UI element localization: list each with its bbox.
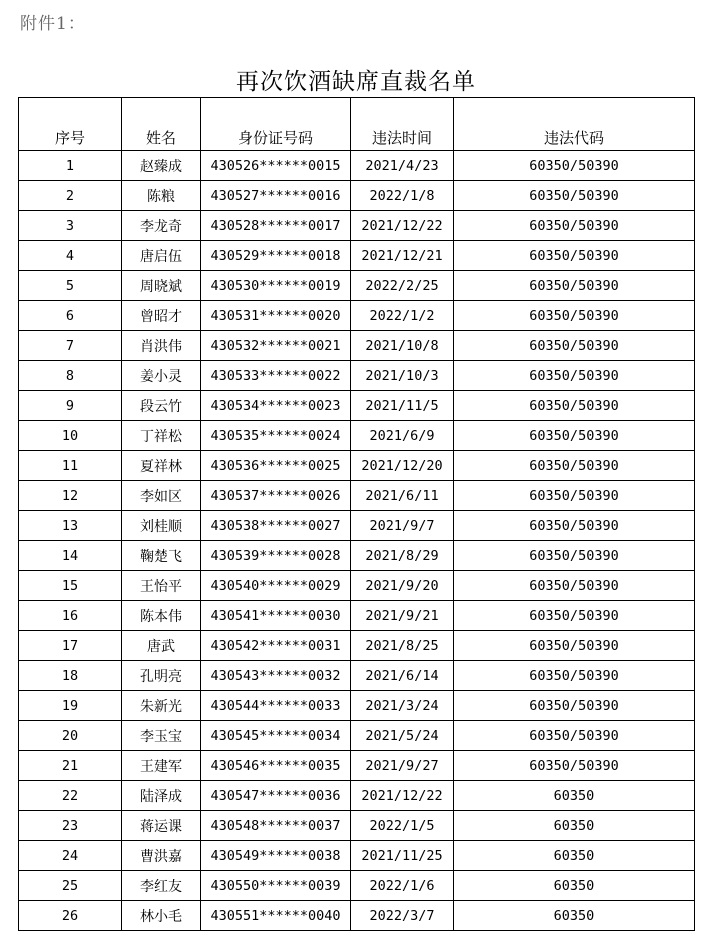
cell-index: 24 xyxy=(19,841,122,871)
cell-violation-date: 2021/12/22 xyxy=(351,211,454,241)
cell-name: 李玉宝 xyxy=(122,721,201,751)
cell-id-number: 430547******0036 xyxy=(201,781,351,811)
table-row xyxy=(19,421,695,451)
cell-index: 12 xyxy=(19,481,122,511)
cell-violation-code: 60350 xyxy=(454,811,695,841)
cell-name: 唐武 xyxy=(122,631,201,661)
cell-violation-code: 60350/50390 xyxy=(454,211,695,241)
cell-index: 6 xyxy=(19,301,122,331)
cell-violation-code: 60350 xyxy=(454,841,695,871)
cell-id-number: 430537******0026 xyxy=(201,481,351,511)
cell-violation-code: 60350/50390 xyxy=(454,301,695,331)
cell-name: 丁祥松 xyxy=(122,421,201,451)
cell-id-number: 430528******0017 xyxy=(201,211,351,241)
cell-violation-code: 60350/50390 xyxy=(454,541,695,571)
cell-violation-code: 60350/50390 xyxy=(454,571,695,601)
cell-violation-code: 60350/50390 xyxy=(454,661,695,691)
cell-index: 13 xyxy=(19,511,122,541)
cell-index: 3 xyxy=(19,211,122,241)
table-row xyxy=(19,721,695,751)
cell-violation-code: 60350/50390 xyxy=(454,331,695,361)
cell-index: 18 xyxy=(19,661,122,691)
cell-violation-date: 2021/6/11 xyxy=(351,481,454,511)
cell-name: 赵臻成 xyxy=(122,151,201,181)
cell-id-number: 430546******0035 xyxy=(201,751,351,781)
cell-violation-date: 2022/1/2 xyxy=(351,301,454,331)
table-row xyxy=(19,301,695,331)
document-title: 再次饮酒缺席直裁名单 xyxy=(236,69,476,95)
cell-index: 20 xyxy=(19,721,122,751)
cell-id-number: 430538******0027 xyxy=(201,511,351,541)
table-row xyxy=(19,451,695,481)
table-row xyxy=(19,511,695,541)
cell-violation-date: 2022/1/5 xyxy=(351,811,454,841)
cell-index: 14 xyxy=(19,541,122,571)
column-header-violation-date: 违法时间 xyxy=(351,98,454,151)
column-header-name: 姓名 xyxy=(122,98,201,151)
cell-name: 李如区 xyxy=(122,481,201,511)
cell-id-number: 430539******0028 xyxy=(201,541,351,571)
cell-id-number: 430549******0038 xyxy=(201,841,351,871)
cell-violation-code: 60350/50390 xyxy=(454,691,695,721)
cell-violation-date: 2021/11/5 xyxy=(351,391,454,421)
table-row xyxy=(19,181,695,211)
cell-violation-date: 2021/9/20 xyxy=(351,571,454,601)
cell-violation-date: 2021/10/8 xyxy=(351,331,454,361)
cell-name: 曾昭才 xyxy=(122,301,201,331)
cell-index: 15 xyxy=(19,571,122,601)
cell-violation-date: 2021/9/7 xyxy=(351,511,454,541)
cell-index: 7 xyxy=(19,331,122,361)
table-row xyxy=(19,871,695,901)
cell-violation-code: 60350/50390 xyxy=(454,151,695,181)
cell-id-number: 430545******0034 xyxy=(201,721,351,751)
cell-id-number: 430534******0023 xyxy=(201,391,351,421)
cell-index: 22 xyxy=(19,781,122,811)
table-row xyxy=(19,781,695,811)
cell-id-number: 430544******0033 xyxy=(201,691,351,721)
cell-name: 唐启伍 xyxy=(122,241,201,271)
table-row xyxy=(19,661,695,691)
cell-name: 陆泽成 xyxy=(122,781,201,811)
cell-violation-date: 2022/3/7 xyxy=(351,901,454,931)
cell-index: 5 xyxy=(19,271,122,301)
cell-name: 王建军 xyxy=(122,751,201,781)
cell-id-number: 430543******0032 xyxy=(201,661,351,691)
cell-violation-code: 60350/50390 xyxy=(454,361,695,391)
cell-index: 10 xyxy=(19,421,122,451)
table-row xyxy=(19,541,695,571)
table-row xyxy=(19,631,695,661)
cell-id-number: 430527******0016 xyxy=(201,181,351,211)
table-row xyxy=(19,811,695,841)
column-header-index: 序号 xyxy=(19,98,122,151)
cell-index: 8 xyxy=(19,361,122,391)
cell-violation-code: 60350/50390 xyxy=(454,511,695,541)
cell-index: 23 xyxy=(19,811,122,841)
cell-index: 11 xyxy=(19,451,122,481)
cell-violation-date: 2021/3/24 xyxy=(351,691,454,721)
cell-id-number: 430542******0031 xyxy=(201,631,351,661)
cell-name: 周晓斌 xyxy=(122,271,201,301)
cell-id-number: 430532******0021 xyxy=(201,331,351,361)
cell-name: 朱新光 xyxy=(122,691,201,721)
cell-index: 19 xyxy=(19,691,122,721)
cell-id-number: 430551******0040 xyxy=(201,901,351,931)
cell-index: 2 xyxy=(19,181,122,211)
cell-violation-code: 60350/50390 xyxy=(454,631,695,661)
cell-name: 孔明亮 xyxy=(122,661,201,691)
cell-violation-code: 60350/50390 xyxy=(454,481,695,511)
table-header-row xyxy=(19,98,695,151)
table-row xyxy=(19,571,695,601)
table-row xyxy=(19,151,695,181)
cell-name: 王怡平 xyxy=(122,571,201,601)
cell-violation-code: 60350/50390 xyxy=(454,241,695,271)
cell-violation-code: 60350/50390 xyxy=(454,721,695,751)
cell-violation-date: 2021/12/22 xyxy=(351,781,454,811)
table-row xyxy=(19,391,695,421)
violator-table xyxy=(18,97,695,931)
cell-id-number: 430529******0018 xyxy=(201,241,351,271)
cell-id-number: 430531******0020 xyxy=(201,301,351,331)
table-row xyxy=(19,841,695,871)
table-row xyxy=(19,481,695,511)
table-row xyxy=(19,691,695,721)
column-header-id-number: 身份证号码 xyxy=(201,98,351,151)
cell-name: 肖洪伟 xyxy=(122,331,201,361)
cell-name: 陈本伟 xyxy=(122,601,201,631)
cell-index: 26 xyxy=(19,901,122,931)
cell-violation-date: 2022/2/25 xyxy=(351,271,454,301)
table-row xyxy=(19,601,695,631)
table-row xyxy=(19,331,695,361)
cell-violation-date: 2021/12/20 xyxy=(351,451,454,481)
cell-violation-date: 2021/5/24 xyxy=(351,721,454,751)
cell-index: 4 xyxy=(19,241,122,271)
cell-name: 刘桂顺 xyxy=(122,511,201,541)
cell-id-number: 430550******0039 xyxy=(201,871,351,901)
cell-name: 鞠楚飞 xyxy=(122,541,201,571)
attachment-label: 附件1： xyxy=(20,14,86,34)
cell-violation-code: 60350/50390 xyxy=(454,751,695,781)
cell-name: 林小毛 xyxy=(122,901,201,931)
cell-violation-date: 2021/6/14 xyxy=(351,661,454,691)
cell-violation-date: 2021/9/21 xyxy=(351,601,454,631)
cell-index: 17 xyxy=(19,631,122,661)
cell-violation-date: 2022/1/8 xyxy=(351,181,454,211)
cell-name: 姜小灵 xyxy=(122,361,201,391)
cell-violation-code: 60350 xyxy=(454,781,695,811)
cell-name: 段云竹 xyxy=(122,391,201,421)
cell-id-number: 430541******0030 xyxy=(201,601,351,631)
cell-name: 李红友 xyxy=(122,871,201,901)
table-row xyxy=(19,901,695,931)
cell-name: 蒋运课 xyxy=(122,811,201,841)
cell-violation-date: 2021/10/3 xyxy=(351,361,454,391)
table-row xyxy=(19,241,695,271)
cell-index: 25 xyxy=(19,871,122,901)
cell-name: 夏祥林 xyxy=(122,451,201,481)
cell-id-number: 430548******0037 xyxy=(201,811,351,841)
cell-violation-date: 2021/12/21 xyxy=(351,241,454,271)
table-row xyxy=(19,271,695,301)
cell-violation-code: 60350/50390 xyxy=(454,421,695,451)
cell-violation-code: 60350/50390 xyxy=(454,391,695,421)
cell-violation-code: 60350 xyxy=(454,871,695,901)
table-row xyxy=(19,211,695,241)
cell-index: 16 xyxy=(19,601,122,631)
table-row xyxy=(19,751,695,781)
cell-violation-date: 2021/4/23 xyxy=(351,151,454,181)
column-header-violation-code: 违法代码 xyxy=(454,98,695,151)
cell-id-number: 430530******0019 xyxy=(201,271,351,301)
cell-id-number: 430536******0025 xyxy=(201,451,351,481)
cell-name: 曹洪嘉 xyxy=(122,841,201,871)
cell-violation-date: 2021/9/27 xyxy=(351,751,454,781)
cell-violation-date: 2022/1/6 xyxy=(351,871,454,901)
cell-name: 陈粮 xyxy=(122,181,201,211)
cell-id-number: 430540******0029 xyxy=(201,571,351,601)
cell-violation-date: 2021/11/25 xyxy=(351,841,454,871)
cell-violation-date: 2021/8/29 xyxy=(351,541,454,571)
cell-violation-code: 60350/50390 xyxy=(454,271,695,301)
cell-id-number: 430535******0024 xyxy=(201,421,351,451)
cell-index: 21 xyxy=(19,751,122,781)
cell-index: 9 xyxy=(19,391,122,421)
cell-violation-code: 60350/50390 xyxy=(454,451,695,481)
cell-violation-code: 60350/50390 xyxy=(454,601,695,631)
cell-id-number: 430533******0022 xyxy=(201,361,351,391)
table-row xyxy=(19,361,695,391)
cell-index: 1 xyxy=(19,151,122,181)
cell-violation-code: 60350 xyxy=(454,901,695,931)
cell-name: 李龙奇 xyxy=(122,211,201,241)
cell-violation-date: 2021/6/9 xyxy=(351,421,454,451)
cell-violation-code: 60350/50390 xyxy=(454,181,695,211)
cell-violation-date: 2021/8/25 xyxy=(351,631,454,661)
cell-id-number: 430526******0015 xyxy=(201,151,351,181)
